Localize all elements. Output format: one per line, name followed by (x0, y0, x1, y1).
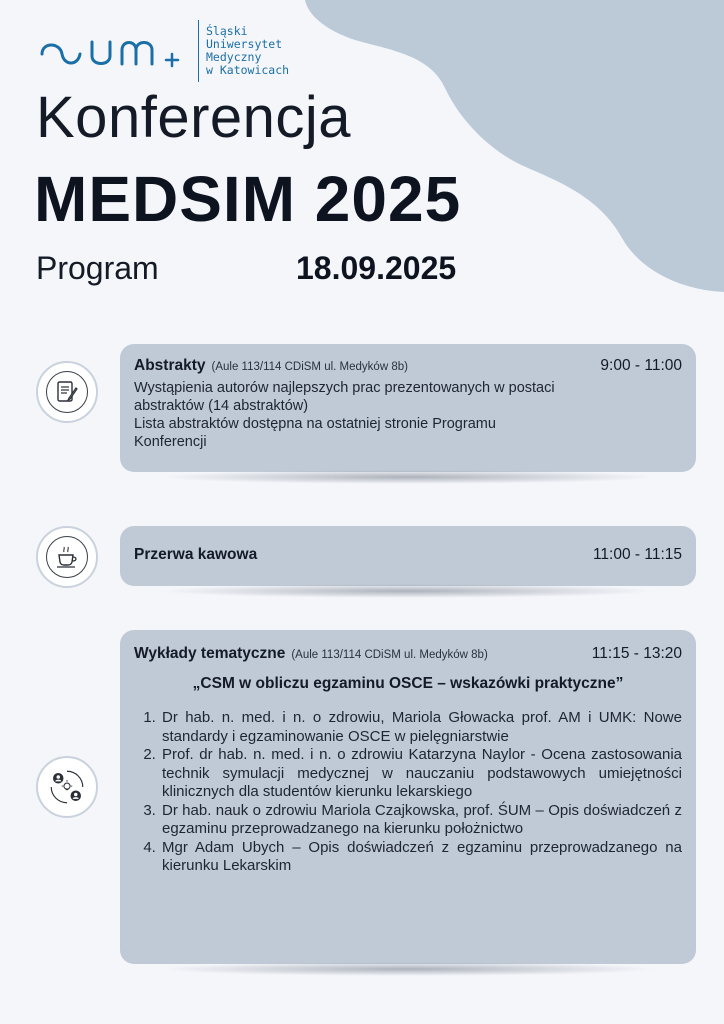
session-time: 11:00 - 11:15 (592, 546, 682, 563)
session-time: 9:00 - 11:00 (600, 357, 682, 374)
speaker-item: 3. Dr hab. nauk o zdrowiu Mariola Czajkowska, prof. ŚUM – Opis doświadczeń z egzaminu przeprowadzanego na kierunku położnictwo (160, 802, 682, 839)
session-icon-circle (36, 361, 98, 423)
people-idea-icon (46, 763, 88, 811)
session-text: Lista abstraktów dostępna na ostatniej stronie Programu (134, 416, 496, 432)
logo-line: Śląski (206, 24, 248, 38)
session-time: 11:15 - 13:20 (591, 645, 682, 662)
conference-label: Konferencja (36, 85, 352, 150)
session-location: (Aule 113/114 CDiSM ul. Medyków 8b) (211, 361, 408, 373)
logo-divider (198, 20, 199, 82)
session-card-abstracts (120, 344, 696, 472)
session-text: Wystąpienia autorów najlepszych prac prezentowanych w postaci (134, 380, 555, 396)
card-shadow (158, 584, 658, 598)
session-icon-circle (36, 756, 98, 818)
logo-line: Uniwersytet (206, 37, 283, 51)
speaker-item: 2. Prof. dr hab. n. med. i n. o zdrowiu Katarzyna Naylor - Ocena zastosowania technik symulacji medycznej w nauczaniu podstawowych umiejętności klinicznych dla studentów kierunku lekarskiego (160, 746, 682, 802)
coffee-cup-icon (54, 544, 80, 570)
program-date: 18.09.2025 (296, 250, 457, 286)
speaker-item: 4. Mgr Adam Ubych – Opis doświadczeń z egzaminu przeprowadzanego na kierunku Lekarskim (160, 839, 682, 876)
program-label: Program (36, 250, 159, 286)
session-card-lectures (120, 630, 696, 964)
conference-title: MEDSIM 2025 (34, 163, 462, 235)
sum-logo-icon (40, 34, 188, 68)
session-icon-circle (36, 526, 98, 588)
logo-line: Medyczny (206, 50, 262, 64)
session-title: Wykłady tematyczne (134, 645, 286, 662)
speaker-item: 1. Dr hab. n. med. i n. o zdrowiu, Mariola Głowacka prof. AM i UMK: Nowe standardy i egzaminowanie OSCE w pielęgniarstwie (160, 709, 682, 746)
speaker-list (134, 709, 682, 876)
document-pen-icon (54, 379, 80, 405)
session-card-coffee-break (120, 526, 696, 586)
session-title: Abstrakty (134, 357, 206, 374)
session-text: abstraktów (14 abstraktów) (134, 398, 309, 414)
card-shadow (158, 962, 658, 976)
session-title: Przerwa kawowa (134, 546, 258, 563)
lecture-topic: „CSM w obliczu egzaminu OSCE – wskazówki praktyczne” (192, 675, 624, 692)
logo-line: w Katowicach (206, 63, 290, 77)
university-name (206, 25, 366, 77)
card-shadow (158, 470, 658, 484)
session-location: (Aule 113/114 CDiSM ul. Medyków 8b) (291, 649, 488, 661)
session-text: Konferencji (134, 434, 207, 450)
